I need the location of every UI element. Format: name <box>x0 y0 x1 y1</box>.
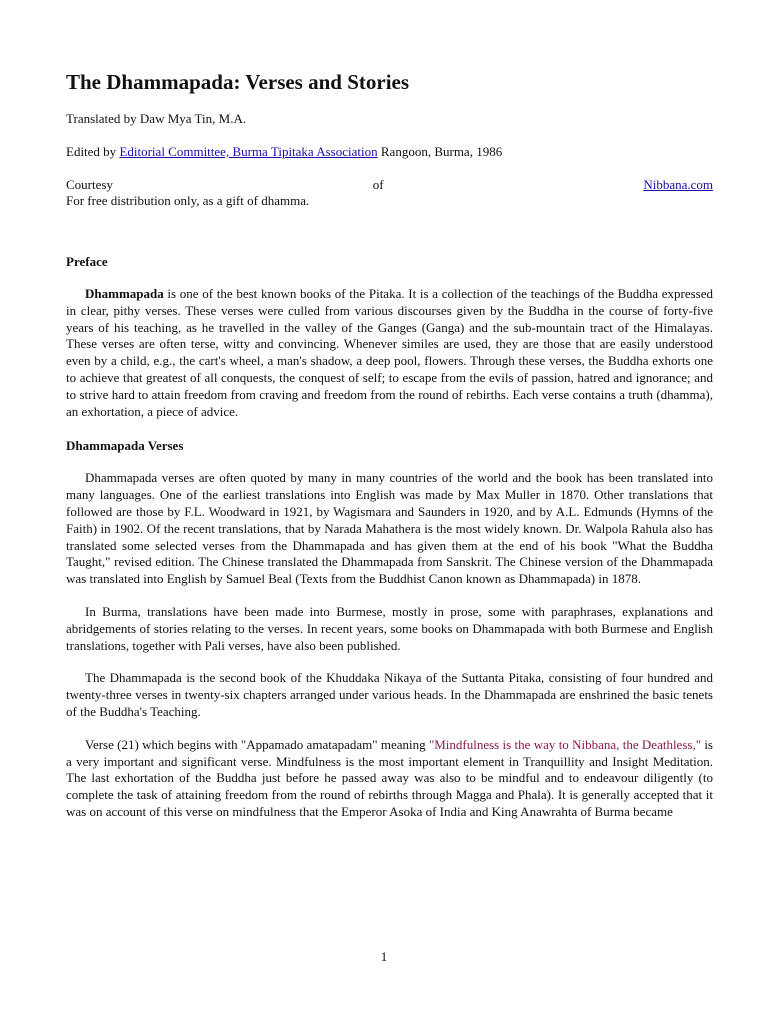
courtesy-label: Courtesy <box>66 177 113 192</box>
editor-line <box>66 144 713 160</box>
edited-suffix: Rangoon, Burma, 1986 <box>377 144 503 159</box>
verses-heading: Dhammapada Verses <box>66 438 184 454</box>
courtesy-line <box>66 177 713 193</box>
preface-paragraph <box>66 286 713 420</box>
verse-21-intro: Verse (21) which begins with "Appamado amatapadam" meaning <box>85 736 429 752</box>
verses-paragraph-4 <box>66 737 713 821</box>
editorial-committee-link[interactable]: Editorial Committee, Burma Tipitaka Association <box>119 144 378 159</box>
nibbana-link[interactable]: Nibbana.com <box>643 177 713 192</box>
document-page <box>66 68 713 821</box>
verse-21-rest: is a very important and significant verse. Mindfulness is the most important element in Tranquillity and Insight Meditation. The last exhortation of the Buddha just before he passed away was also to be mindful and to endeavour diligently (to complete the task of attaining freedom from the round of rebirths through Magga and Phala). It is generally accepted that it was on account of this verse on mindfulness that the Emperor Asoka of India and King Anawrahta of Burma became <box>66 736 713 819</box>
preface-bold-term: Dhammapada <box>85 286 164 301</box>
document-title: The Dhammapada: Verses and Stories <box>66 70 410 94</box>
preface-heading: Preface <box>66 254 108 269</box>
verses-paragraph-2: In Burma, translations have been made into Burmese, mostly in prose, some with paraphrases, explanations and abridgements of stories relating to the verses. In recent years, some books on Dhammapada with both Burmese and English translations, together with Pali verses, have also been published. <box>66 603 713 653</box>
distribution-note: For free distribution only, as a gift of dhamma. <box>66 193 310 208</box>
page-number: 1 <box>380 949 388 964</box>
verses-paragraph-3: The Dhammapada is the second book of the Khuddaka Nikaya of the Suttanta Pitaka, consisting of four hundred and twenty-three verses in twenty-six chapters arranged under various heads. In the Dhammapada are enshrined the basic tenets of the Buddha's Teaching. <box>66 670 713 719</box>
courtesy-of: of <box>372 177 384 192</box>
verses-paragraph-1: Dhammapada verses are often quoted by many in many countries of the world and the book has been translated into many languages. One of the earliest translations into English was made by Max Muller in 1870. Other translations that followed are those by F.L. Woodward in 1921, by Wagismara and Saunders in 1920, and by A.L. Edmunds (Hymns of the Faith) in 1902. Of the recent translations, that by Narada Mahathera is the most widely known. Dr. Walpola Rahula also has translated some selected verses from the Dhammapada and has given them at the end of his book "What the Buddha Taught," revised edition. The Chinese translated the Dhammapada from Sanskrit. The Chinese version of the Dhammapada was translated into English by Samuel Beal (Texts from the Buddhist Canon known as Dhammapada) in 1878. <box>66 470 713 587</box>
preface-text: is one of the best known books of the Pitaka. It is a collection of the teachings of the Buddha expressed in clear, pithy verses. These verses were culled from various discourses given by the Buddha in the course of forty-five years of his teaching, as he travelled in the valley of the Ganges (Ganga) and the sub-mountain tract of the Himalayas. These verses are often terse, witty and convincing. Whenever similes are used, they are those that are easily understood even by a child, e.g., the cart's wheel, a man's shadow, a deep pool, flowers. Through these verses, the Buddha exhorts one to achieve that greatest of all conquests, the conquest of self; to escape from the evils of passion, hatred and ignorance; and to strive hard to attain freedom from craving and freedom from the round of rebirths. Each verse contains a truth (dhamma), an exhortation, a piece of advice. <box>66 286 713 419</box>
edited-prefix: Edited by <box>66 144 120 159</box>
mindfulness-quote: "Mindfulness is the way to Nibbana, the Deathless," <box>428 736 702 752</box>
translator-line: Translated by Daw Mya Tin, M.A. <box>66 111 247 126</box>
